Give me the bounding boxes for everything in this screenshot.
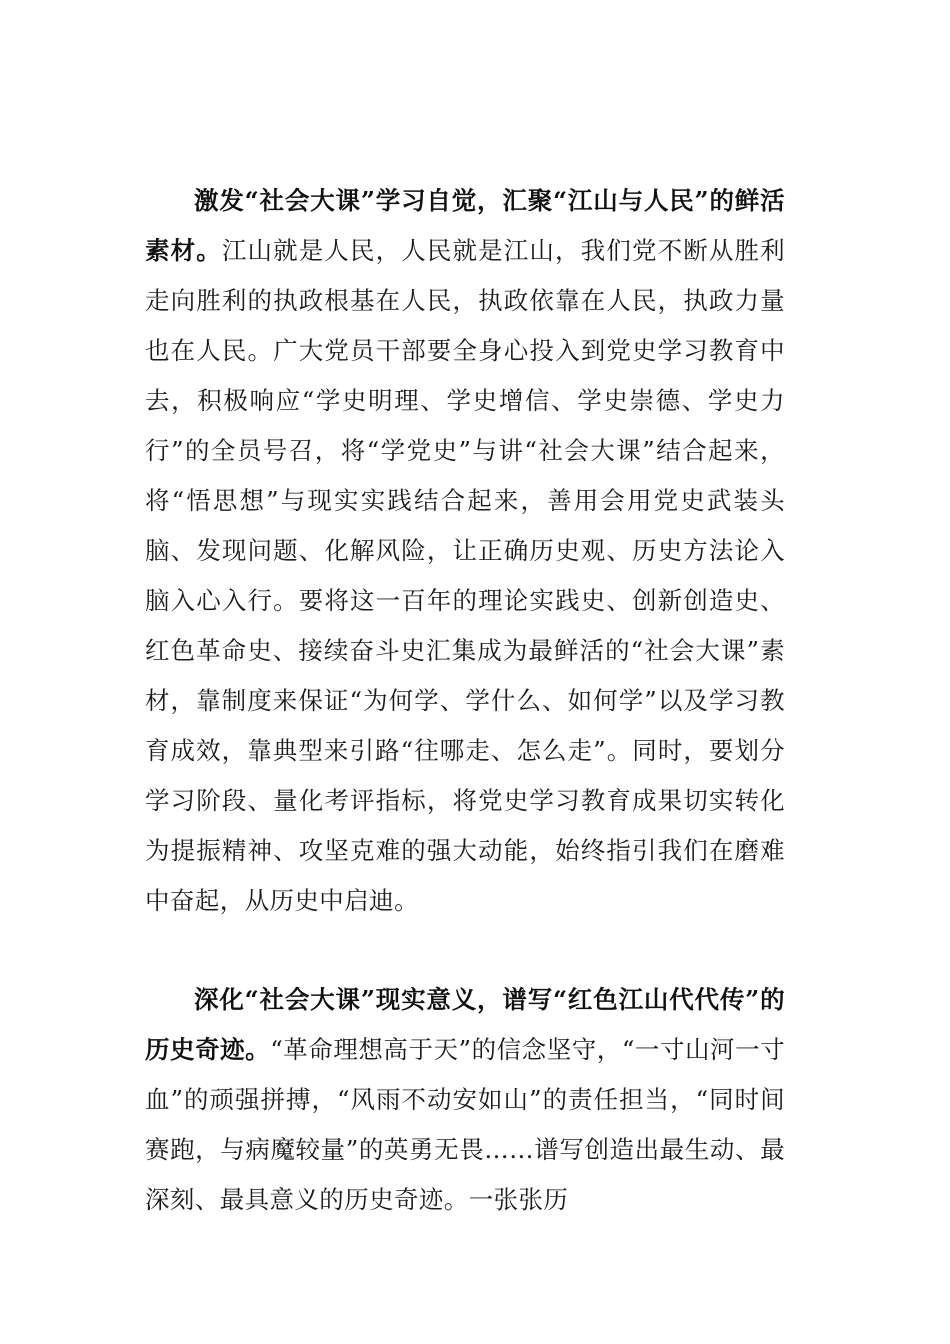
- paragraph-1: [145, 176, 785, 926]
- paragraph-2: [145, 975, 785, 1225]
- paragraph-2-body: “革命理想高于天”的信念坚守，“一寸山河一寸血”的顽强拼搏，“风雨不动安如山”的责任担当，“同时间赛跑，与病魔较量”的英勇无畏……谱写创造出最生动、最深刻、最具意义的历史奇迹。一张张历: [145, 1035, 786, 1214]
- paragraph-1-lead: 激发“社会大课”学习自觉，汇聚“江山与人民”的鲜活素材。: [145, 186, 785, 265]
- paragraph-1-body: 江山就是人民，人民就是江山，我们党不断从胜利走向胜利的执政根基在人民，执政依靠在人民，执政力量也在人民。广大党员干部要全身心投入到党史学习教育中去，积极响应“学史明理、学史增信、学史崇德、学史力行”的全员号召，将“学党史”与讲“社会大课”结合起来，将“悟思想”与现实实践结合起来，善用会用党史武装头脑、发现问题、化解风险，让正确历史观、历史方法论入脑入心入行。要将这一百年的理论实践史、创新创造史、红色革命史、接续奋斗史汇集成为最鲜活的“社会大课”素材，靠制度来保证“为何学、学什么、如何学”以及学习教育成效，靠典型来引路“往哪走、怎么走”。同时，要划分学习阶段、量化考评指标，将党史学习教育成果切实转化为提振精神、攻坚克难的强大动能，始终指引我们在磨难中奋起，从历史中启迪。: [145, 236, 785, 915]
- paragraph-2-lead: 深化“社会大课”现实意义，谱写“红色江山代代传”的历史奇迹。: [145, 985, 785, 1064]
